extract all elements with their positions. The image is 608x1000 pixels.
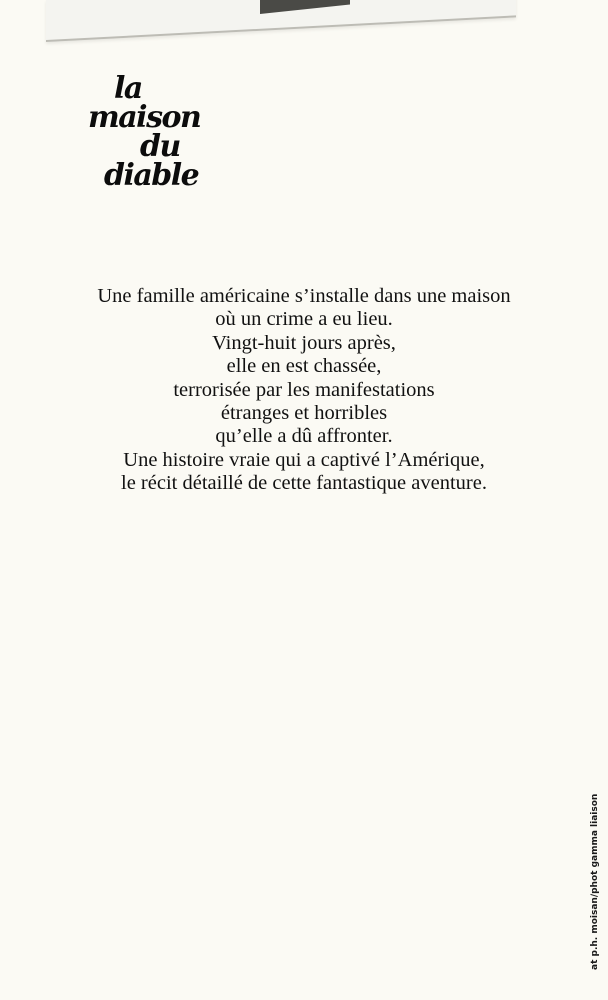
title-line-2: maison — [88, 100, 201, 135]
blurb-line: étranges et horribles — [220, 402, 388, 425]
title-line-4: diable — [104, 158, 199, 193]
blurb-line: Une famille américaine s’installe dans une maison — [97, 285, 511, 307]
title-line-1: la — [114, 71, 142, 106]
blurb-line: où un crime a eu lieu. — [215, 308, 393, 331]
book-title — [88, 71, 248, 193]
blurb-line: elle en est chassée, — [226, 355, 382, 378]
title-line-3: du — [140, 129, 180, 164]
book-blurb — [20, 285, 588, 496]
blurb-line: le récit détaillé de cette fantastique aventure. — [121, 472, 487, 495]
blurb-line: Une histoire vraie qui a captivé l’Amérique, — [123, 448, 485, 471]
blurb-line: qu’elle a dû affronter. — [215, 425, 393, 448]
photo-credit: at p.h. moisan/phot gamma liaison — [590, 793, 600, 970]
blurb-line: Vingt-huit jours après, — [212, 331, 396, 354]
blurb-line: terrorisée par les manifestations — [173, 378, 435, 401]
